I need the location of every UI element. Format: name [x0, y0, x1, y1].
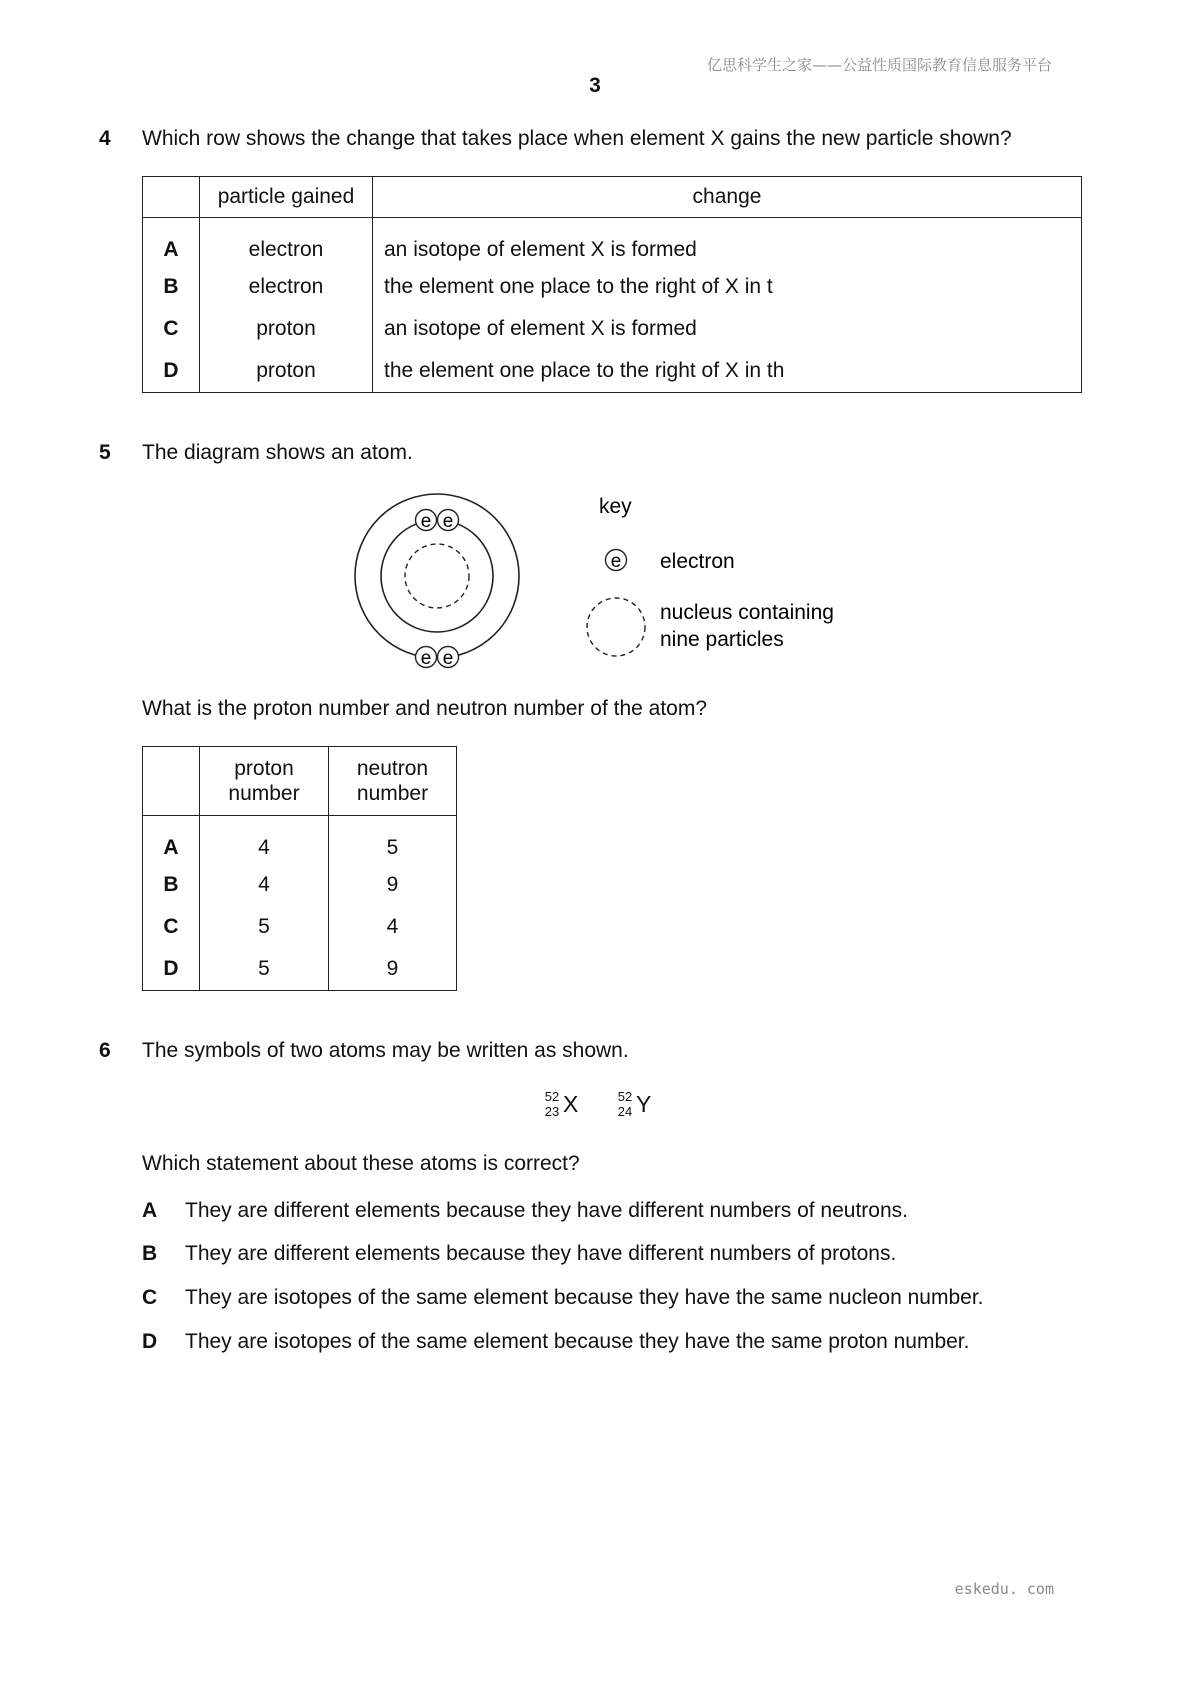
- electron-label: e: [420, 648, 432, 669]
- atom-diagram: [340, 485, 880, 675]
- option-b-text: They are different elements because they have different numbers of protons.: [185, 1242, 897, 1265]
- electron-label: e: [610, 551, 622, 572]
- key-electron-symbol: [606, 550, 627, 573]
- footer-watermark: eskedu. com: [954, 1580, 1054, 1598]
- neutron-cell: 9: [386, 872, 399, 896]
- proton-cell: 5: [200, 906, 329, 948]
- mass-number: 52: [544, 1089, 560, 1104]
- option-c-text: They are isotopes of the same element because they have the same nucleon number.: [185, 1286, 984, 1309]
- change-cell: an isotope of element X is formed: [384, 316, 697, 340]
- question-6-prompt: Which statement about these atoms is correct?: [142, 1152, 580, 1175]
- mass-number: 52: [617, 1089, 633, 1104]
- option-a-text: They are different elements because they have different numbers of neutrons.: [185, 1199, 908, 1222]
- particle-cell: proton: [200, 350, 373, 393]
- change-cell: the element one place to the right of X in th: [384, 358, 785, 382]
- proton-cell: 5: [200, 948, 329, 991]
- table-row: [143, 218, 1082, 266]
- question-5-text: The diagram shows an atom.: [142, 441, 413, 464]
- change-cell: the element one place to the right of X in t: [384, 274, 773, 298]
- element-symbol: Y: [636, 1091, 652, 1117]
- key-title: key: [599, 495, 632, 518]
- row-letter: D: [143, 350, 200, 393]
- table-header-row: [143, 177, 1082, 218]
- atomic-number: 23: [544, 1104, 560, 1119]
- option-d-letter: D: [142, 1330, 158, 1353]
- key-nucleus-label-line1: nucleus containing: [660, 601, 834, 624]
- change-cell: an isotope of element X is formed: [384, 237, 697, 261]
- element-symbol: X: [563, 1091, 579, 1117]
- header-proton-line2: number: [228, 782, 300, 805]
- question-4-number: 4: [99, 127, 111, 150]
- row-letter: B: [143, 864, 200, 906]
- question-4-table: [142, 176, 1082, 393]
- table-header-cell: particle gained: [200, 177, 373, 218]
- option-c-letter: C: [142, 1286, 158, 1309]
- table-header-cell: change: [373, 177, 1082, 218]
- option-a-letter: A: [142, 1199, 158, 1222]
- electron-label: e: [442, 511, 454, 532]
- option-b-letter: B: [142, 1242, 158, 1265]
- electron-bottom-right: [438, 647, 459, 670]
- row-letter: A: [143, 816, 200, 864]
- table-header-cell: [143, 177, 200, 218]
- electron-top-left: [416, 510, 437, 533]
- table-row: [143, 308, 1082, 350]
- neutron-cell: 9: [386, 956, 399, 980]
- electron-bottom-left: [416, 647, 437, 670]
- table-row: [143, 266, 1082, 308]
- table-row: [143, 948, 457, 991]
- row-letter: C: [143, 906, 200, 948]
- question-4-text: Which row shows the change that takes place when element X gains the new particle shown?: [142, 127, 1012, 150]
- table-header-cell: [143, 747, 200, 816]
- key-electron-label: electron: [660, 550, 735, 573]
- header-watermark: 亿思科学生之家——公益性质国际教育信息服务平台: [706, 56, 1052, 74]
- row-letter: A: [143, 218, 200, 266]
- electron-top-right: [438, 510, 459, 533]
- question-6-text: The symbols of two atoms may be written as shown.: [142, 1039, 629, 1062]
- key-nucleus-symbol: [587, 598, 645, 656]
- electron-label: e: [442, 648, 454, 669]
- proton-cell: 4: [200, 864, 329, 906]
- nuclide-symbol-x: [543, 1087, 591, 1123]
- page-number: 3: [589, 74, 601, 97]
- question-5-table: [142, 746, 457, 991]
- electron-label: e: [420, 511, 432, 532]
- header-proton-line1: proton: [234, 757, 294, 780]
- question-6-number: 6: [99, 1039, 111, 1062]
- row-letter: C: [143, 308, 200, 350]
- row-letter: D: [143, 948, 200, 991]
- proton-cell: 4: [200, 816, 329, 864]
- nucleus: [405, 544, 469, 608]
- particle-cell: electron: [200, 266, 373, 308]
- table-row: [143, 906, 457, 948]
- inner-shell: [381, 520, 493, 632]
- key-nucleus-label-line2: nine particles: [660, 628, 784, 651]
- option-d-text: They are isotopes of the same element because they have the same proton number.: [185, 1330, 970, 1353]
- question-5-number: 5: [99, 441, 111, 464]
- nuclide-symbol-y: [616, 1087, 664, 1123]
- row-letter: B: [143, 266, 200, 308]
- table-header-cell: [200, 747, 329, 816]
- atomic-number: 24: [617, 1104, 633, 1119]
- neutron-cell: 5: [386, 835, 399, 859]
- question-5-prompt: What is the proton number and neutron number of the atom?: [142, 697, 708, 720]
- neutron-cell: 4: [386, 914, 399, 938]
- header-neutron-line2: number: [356, 782, 429, 805]
- table-row: [143, 816, 457, 864]
- table-row: [143, 864, 457, 906]
- header-neutron-line1: neutron: [356, 757, 429, 780]
- table-header-row: [143, 747, 457, 816]
- particle-cell: electron: [200, 218, 373, 266]
- table-row: [143, 350, 1082, 393]
- table-header-cell: [329, 747, 457, 816]
- particle-cell: proton: [200, 308, 373, 350]
